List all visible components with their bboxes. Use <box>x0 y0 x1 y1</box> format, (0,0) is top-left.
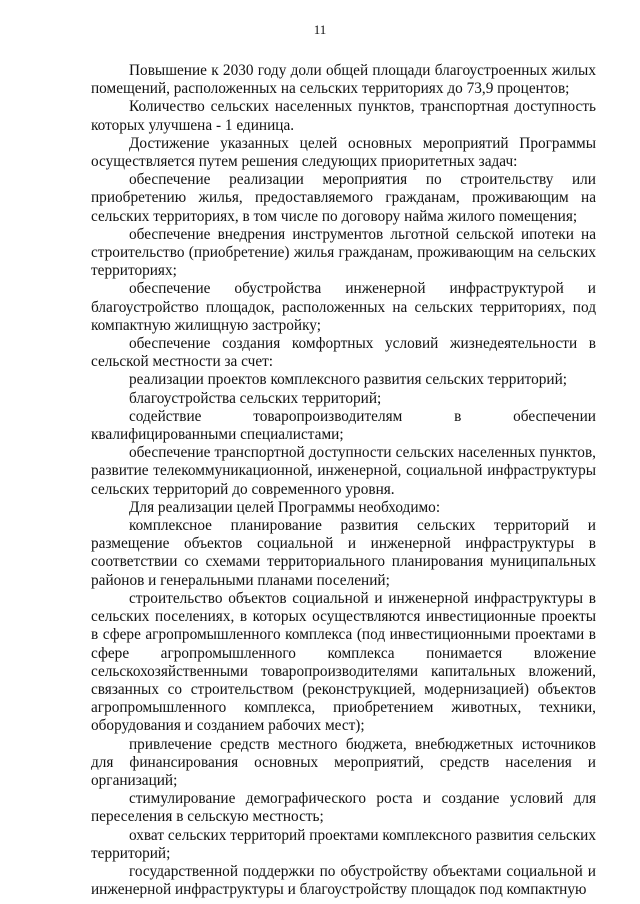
paragraph: благоустройства сельских территорий; <box>129 389 382 407</box>
page-number: 11 <box>313 22 327 37</box>
paragraph: обеспечение транспортной доступности сельских населенных пунктов, развитие телекоммуникационной, инженерной, социальной инфраструктуры сельских территорий до современного уровня. <box>91 444 596 498</box>
paragraph: обеспечение создания комфортных условий жизнедеятельности в сельской местности за счет: <box>91 335 596 371</box>
paragraph: стимулирование демографического роста и создание условий для переселения в сельскую местность; <box>91 790 596 826</box>
paragraph: обеспечение обустройства инженерной инфраструктурой и благоустройство площадок, расположенных на сельских территориях, под компактную жилищную застройку; <box>91 280 596 334</box>
paragraph: Достижение указанных целей основных мероприятий Программы осуществляется путем решения следующих приоритетных задач: <box>91 134 596 171</box>
paragraph: комплексное планирование развития сельских территорий и размещение объектов социальной и инженерной инфраструктуры в соответствии со схемами территориального планирования муниципальных районов и генеральными планами поселений; <box>91 517 596 589</box>
paragraph: государственной поддержки по обустройству объектами социальной и инженерной инфраструктуры и благоустройству площадок под компактную <box>91 862 596 899</box>
paragraph: обеспечение внедрения инструментов льготной сельской ипотеки на строительство (приобретение) жилья гражданам, проживающим на сельских территориях; <box>91 225 596 280</box>
paragraph: охват сельских территорий проектами комплексного развития сельских территорий; <box>91 826 596 862</box>
paragraph: Для реализации целей Программы необходимо: <box>129 498 441 516</box>
paragraph: содействие товаропроизводителям в обеспечении квалифицированными специалистами; <box>91 407 596 444</box>
paragraph: строительство объектов социальной и инженерной инфраструктуры в сельских поселениях, в которых осуществляются инвестиционные проекты в сфере агропромышленного комплекса (под инвестиционными проектами в сфере агропромышленного комплекса понимается вложение сельскохозяйственными товаропроизводителями капитальных вложений, связанных со строительством (реконструкцией, модернизацией) объектов агропромышленного комплекса, приобретением животных, техники, оборудования и созданием рабочих мест); <box>91 589 596 735</box>
paragraph: привлечение средств местного бюджета, внебюджетных источников для финансирования основных мероприятий, средств населения и организаций; <box>91 735 596 789</box>
document-body <box>91 62 596 899</box>
paragraph: Повышение к 2030 году доли общей площади благоустроенных жилых помещений, расположенных на сельских территориях до 73,9 процентов; <box>91 62 596 98</box>
paragraph: реализации проектов комплексного развития сельских территорий; <box>129 371 568 389</box>
paragraph: обеспечение реализации мероприятия по строительству или приобретению жилья, предоставляемого гражданам, проживающим на сельских территориях, в том числе по договору найма жилого помещения; <box>91 171 596 225</box>
paragraph: Количество сельских населенных пунктов, транспортная доступность которых улучшена - 1 единица. <box>91 98 596 134</box>
